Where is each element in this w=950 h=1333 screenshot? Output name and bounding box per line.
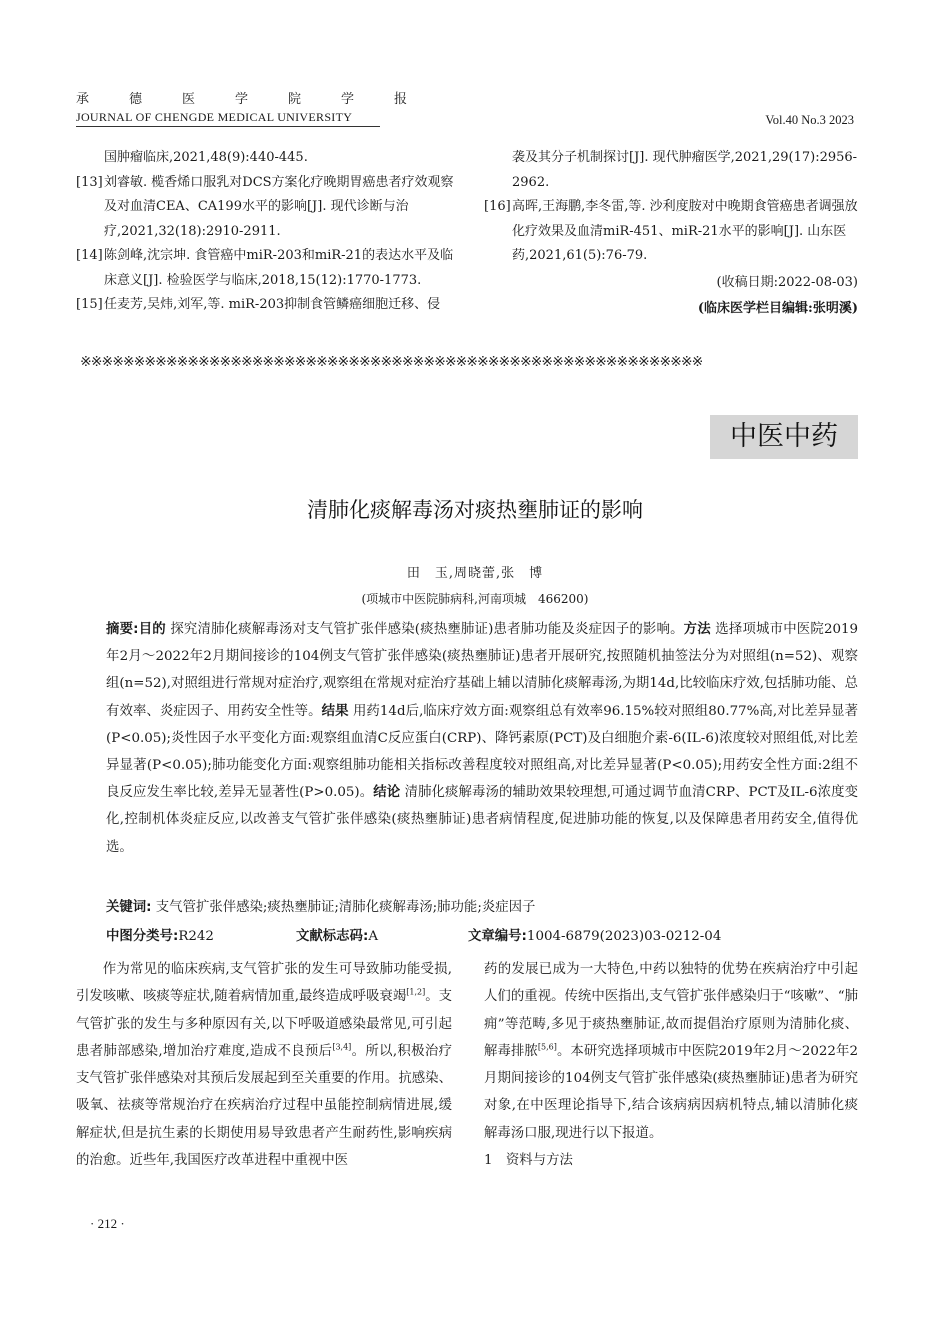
- reference-number: [13]: [76, 174, 103, 190]
- body-paragraph: [484, 956, 858, 1147]
- section-heading: 1 资料与方法: [484, 1153, 573, 1169]
- keywords-label: 关键词:: [106, 900, 152, 915]
- article-number-item: [468, 925, 721, 944]
- reference-item: [76, 171, 454, 245]
- reference-item: [76, 293, 454, 318]
- results-text: 用药14d后,临床疗效方面:观察组总有效率96.15%较对照组80.77%高,对比差异显著(P<0.05);炎性因子水平变化方面:观察组血清C反应蛋白(CRP)、降钙素原(PCT)及白细胞介素-6(IL-6)浓度较对照组低,对比差异显著(P<0.05);肺功能变化方面:观察组肺功能相关指标改善程度较对照组高,对比差异显著(P<0.05);用药安全性方面:2组不良反应发生率比较,差异无显著性(P>0.05)。: [106, 703, 859, 801]
- conclusion-text: 清肺化痰解毒汤的辅助效果较理想,可通过调节血清CRP、PCT及IL-6浓度变化,控制机体炎症反应,以改善支气管扩张伴感染(痰热壅肺证)患者病情程度,促进肺功能的恢复,以及保障患者用药安全,值得优选。: [106, 785, 858, 855]
- doc-code-item: [296, 925, 378, 944]
- article-number-label: 文章编号:: [468, 929, 527, 944]
- objective-text: 探究清肺化痰解毒汤对支气管扩张伴感染(痰热壅肺证)患者肺功能及炎症因子的影响。: [170, 622, 684, 637]
- doc-code-label: 文献标志码:: [296, 929, 369, 944]
- conclusion-label: 结论: [373, 785, 401, 801]
- reference-continuation: 袭及其分子机制探讨[J]. 现代肿瘤医学,2021,29(17):2956-2962.: [512, 150, 858, 190]
- citation: [3,4]: [332, 1042, 352, 1052]
- reference-text: 高晖,王海鹏,李冬雷,等. 沙利度胺对中晚期食管癌患者调强放化疗效果及血清miR-451、miR-21水平的影响[J]. 山东医药,2021,61(5):76-79.: [512, 199, 858, 263]
- body-text: 药的发展已成为一大特色,中药以独特的优势在疾病治疗中引起人们的重视。传统中医指出,支气管扩张伴感染归于“咳嗽”、“肺痈”等范畴,多见于痰热壅肺证,故而提倡治疗原则为清肺化痰、解毒排脓: [484, 962, 858, 1059]
- reference-item: [76, 244, 454, 293]
- article-title: 清肺化痰解毒汤对痰热壅肺证的影响: [307, 498, 643, 522]
- reference-number: [15]: [76, 297, 103, 312]
- citation: [5,6]: [537, 1042, 557, 1052]
- reference-item: [484, 195, 858, 269]
- doc-code: A: [368, 929, 378, 944]
- objective-label: 目的: [138, 622, 166, 637]
- reference-text: 陈剑峰,沈宗坤. 食管癌中miR-203和miR-21的表达水平及临床意义[J]. 检验医学与临床,2018,15(12):1770-1773.: [104, 248, 454, 288]
- body-right-column: [484, 956, 858, 1174]
- section-tag: 中医中药: [710, 415, 858, 459]
- body-left-column: [76, 956, 452, 1174]
- abstract-label: 摘要:: [106, 622, 139, 637]
- page-number: · 212 ·: [90, 1216, 125, 1231]
- column-editor: (临床医学栏目编辑:张明溪): [697, 301, 858, 316]
- body-text: 作为常见的临床疾病,支气管扩张的发生可导致肺功能受损,引发咳嗽、咳痰等症状,随着病情加重,最终造成呼吸衰竭: [76, 962, 452, 1005]
- body-text: 。本研究选择项城市中医院2019年2月～2022年2月期间接诊的104例支气管扩张伴感染(痰热壅肺证)患者为研究对象,在中医理论指导下,结合该病病因病机特点,辅以清肺化痰解毒汤口服,现进行以下报道。: [484, 1043, 858, 1141]
- journal-title-en: JOURNAL OF CHENGDE MEDICAL UNIVERSITY: [76, 110, 353, 124]
- clc-item: [106, 925, 214, 944]
- references-right-column: [484, 146, 858, 322]
- methods-text: 选择项城市中医院2019年2月～2022年2月期间接诊的104例支气管扩张伴感染(痰热壅肺证)患者开展研究,按照随机抽签法分为对照组(n=52)、观察组(n=52),对照组进行常规对症治疗,观察组在常规对症治疗基础上辅以清肺化痰解毒汤,为期14d,比较临床疗效,包括肺功能、总有效率、炎症因子、用药安全性等。: [106, 622, 859, 719]
- keywords: [106, 896, 858, 915]
- affiliation: (项城市中医院肺病科,河南项城 466200): [361, 592, 589, 606]
- article-number: 1004-6879(2023)03-0212-04: [526, 929, 722, 944]
- reference-text: 刘睿敏. 榄香烯口服乳对DCS方案化疗晚期胃癌患者疗效观察及对血清CEA、CA199水平的影响[J]. 现代诊断与治疗,2021,32(18):2910-2911.: [104, 174, 454, 239]
- reference-continuation: 国肿瘤临床,2021,48(9):440-445.: [104, 150, 308, 165]
- keywords-text: 支气管扩张伴感染;痰热壅肺证;清肺化痰解毒汤;肺功能;炎症因子: [155, 900, 536, 915]
- reference-text: 任麦芳,吴炜,刘军,等. miR-203抑制食管鳞癌细胞迁移、侵: [104, 297, 441, 312]
- reference-number: [14]: [76, 248, 103, 263]
- abstract: [106, 616, 858, 861]
- clc-label: 中图分类号:: [106, 929, 179, 944]
- journal-title-cn: 承德医学院学报: [76, 92, 448, 107]
- results-label: 结果: [321, 703, 349, 719]
- citation: [1,2]: [406, 987, 426, 997]
- body-text: 。支气管扩张的发生与多种原因有关,以下呼吸道感染最常见,可引起患者肺部感染,增加治疗难度,造成不良预后: [76, 989, 453, 1059]
- references-left-column: [76, 146, 454, 318]
- reference-number: [16]: [484, 199, 511, 214]
- body-text: 。所以,积极治疗支气管扩张伴感染对其预后发展起到至关重要的作用。抗感染、吸氧、祛痰等常规治疗在疾病治疗过程中虽能控制病情进展,缓解症状,但是抗生素的长期使用易导致患者产生耐药性,影响疾病的治愈。近些年,我国医疗改革进程中重视中医: [76, 1043, 452, 1169]
- section-divider: ※※※※※※※※※※※※※※※※※※※※※※※※※※※※※※※※※※※※※※※※※※※※※※※※※※※※※※※※※※: [80, 354, 703, 370]
- authors: 田 玉,周晓蕾,张 博: [406, 566, 544, 581]
- received-date: (收稿日期:2022-08-03): [716, 274, 858, 290]
- header-rule: [76, 126, 380, 127]
- methods-label: 方法: [683, 622, 711, 637]
- clc-code: R242: [178, 929, 214, 944]
- volume-issue: Vol.40 No.3 2023: [765, 113, 854, 127]
